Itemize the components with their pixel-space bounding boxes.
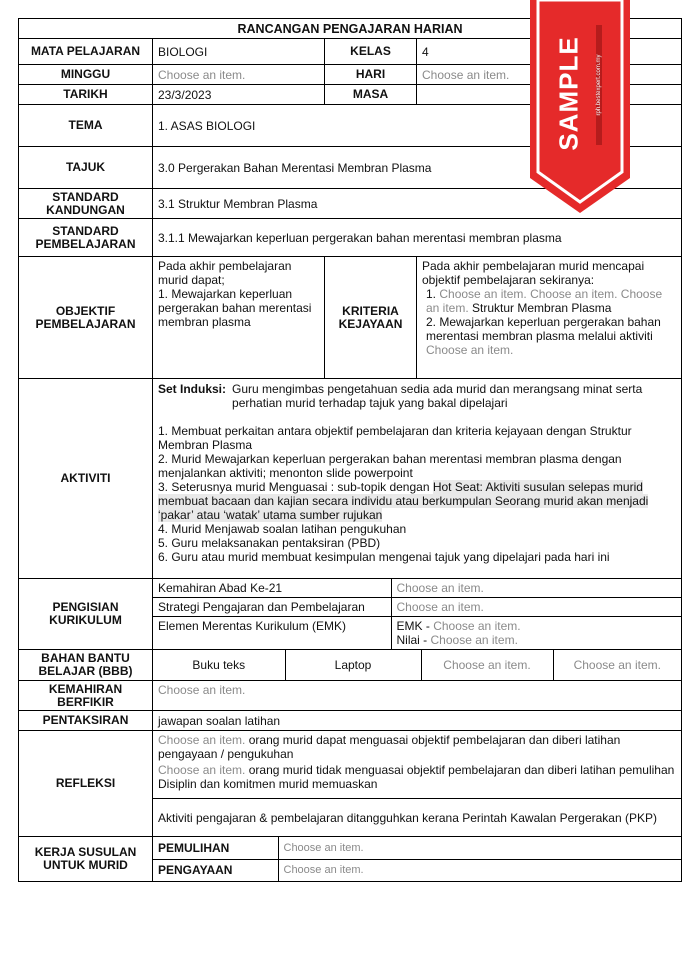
label-tema: TEMA: [19, 105, 153, 147]
value-tarikh[interactable]: 23/3/2023: [153, 85, 325, 105]
objektif-intro: Pada akhir pembelajaran murid dapat;: [158, 259, 292, 287]
aktiviti-step-4: 4. Murid Menjawab soalan latihan pengukuhan: [158, 522, 407, 536]
refleksi-pkp-text[interactable]: Aktiviti pengajaran & pembelajaran ditangguhkan kerana Perintah Kawalan Pergerakan (PKP): [153, 799, 682, 837]
objektif-item-1: 1. Mewajarkan keperluan pergerakan bahan merentasi membran plasma: [158, 287, 312, 329]
bbb-dropdown-4[interactable]: Choose an item.: [573, 658, 661, 672]
label-hari: HARI: [325, 65, 417, 85]
value-tajuk[interactable]: 3.0 Pergerakan Bahan Merentasi Membran Plasma: [153, 147, 682, 189]
kurikulum-abad21-label: Kemahiran Abad Ke-21: [153, 579, 391, 598]
label-pengisian-kurikulum: PENGISIAN KURIKULUM: [19, 579, 153, 650]
label-kelas: KELAS: [325, 39, 417, 65]
set-induksi-label: Set Induksi:: [158, 382, 227, 396]
label-masa: MASA: [325, 85, 417, 105]
document-title: RANCANGAN PENGAJARAN HARIAN: [19, 19, 682, 39]
watermark-text: SAMPLE: [553, 36, 584, 151]
kriteria-intro: Pada akhir pembelajaran murid mencapai objektif pembelajaran sekiranya:: [422, 259, 645, 287]
set-induksi-text: Guru mengimbas pengetahuan sedia ada murid dan merangsang minat serta perhatian murid terhadap tajuk yang bakal dipelajari: [232, 382, 643, 410]
label-pentaksiran: PENTAKSIRAN: [19, 711, 153, 731]
kurikulum-strategi-dropdown[interactable]: Choose an item.: [391, 598, 681, 617]
label-kriteria-kejayaan: KRITERIA KEJAYAAN: [325, 257, 417, 379]
aktiviti-step-3-detail: Hot Seat: Aktiviti susulan selepas murid membuat bacaan dan kajian secara individu atau berkumpulan Seorang murid akan menjadi ‘pakar’ atau ‘watak’ utama sumber rujukan: [158, 480, 649, 522]
aktiviti-step-3-prefix: 3. Seterusnya murid Menguasai : sub-topik dengan: [158, 480, 433, 494]
emk-label: EMK -: [396, 619, 430, 633]
value-kelas[interactable]: 4: [417, 39, 682, 65]
watermark-subtext: rph.bestexpert.com.my: [596, 25, 602, 145]
pemulihan-dropdown[interactable]: Choose an item.: [278, 837, 681, 859]
aktiviti-step-5: 5. Guru melaksanakan pentaksiran (PBD): [158, 536, 381, 550]
nilai-label: Nilai -: [396, 633, 428, 647]
label-bbb: BAHAN BANTU BELAJAR (BBB): [19, 650, 153, 681]
objektif-cell[interactable]: [153, 257, 325, 379]
dropdown-minggu[interactable]: Choose an item.: [153, 65, 325, 85]
aktiviti-step-6: 6. Guru atau murid membuat kesimpulan mengenai tajuk yang dipelajari pada hari ini: [158, 550, 610, 564]
kriteria-1-text: Struktur Membran Plasma: [472, 301, 612, 315]
emk-dropdown[interactable]: Choose an item.: [433, 619, 521, 633]
kurikulum-strategi-label: Strategi Pengajaran dan Pembelajaran: [153, 598, 391, 617]
aktiviti-step-1: 1. Membuat perkaitan antara objektif pembelajaran dan kriteria kejayaan dengan Struktur Membran Plasma: [158, 424, 632, 452]
refleksi-b-text: orang murid tidak menguasai objektif pembelajaran dan diberi latihan pemulihan Disiplin dan komitmen murid memuaskan: [158, 763, 675, 791]
nilai-dropdown[interactable]: Choose an item.: [430, 633, 518, 647]
pengayaan-dropdown[interactable]: Choose an item.: [278, 859, 681, 881]
label-minggu: MINGGU: [19, 65, 153, 85]
label-objektif: OBJEKTIF PEMBELAJARAN: [19, 257, 153, 379]
label-tarikh: TARIKH: [19, 85, 153, 105]
refleksi-cell[interactable]: [153, 731, 682, 799]
refleksi-a-dropdown[interactable]: Choose an item.: [158, 733, 246, 747]
kurikulum-abad21-dropdown[interactable]: Choose an item.: [391, 579, 681, 598]
bbb-dropdown-3[interactable]: Choose an item.: [421, 650, 553, 680]
label-standard-kandungan: STANDARD KANDUNGAN: [19, 189, 153, 219]
kriteria-1-number: 1.: [426, 287, 437, 301]
kriteria-2-text: 2. Mewajarkan keperluan pergerakan bahan merentasi membran plasma melalui aktiviti: [426, 315, 661, 343]
kriteria-2-dropdown[interactable]: Choose an item.: [426, 343, 514, 357]
kurikulum-cell: [153, 579, 682, 650]
value-pentaksiran[interactable]: jawapan soalan latihan: [153, 711, 682, 731]
dropdown-hari[interactable]: Choose an item.: [417, 65, 682, 85]
aktiviti-cell[interactable]: [153, 379, 682, 579]
value-tema[interactable]: 1. ASAS BIOLOGI: [153, 105, 682, 147]
refleksi-a-text: orang murid dapat menguasai objektif pembelajaran dan diberi latihan pengayaan / pengukuhan: [158, 733, 621, 761]
label-refleksi: REFLEKSI: [19, 731, 153, 837]
kurikulum-emk-label: Elemen Merentas Kurikulum (EMK): [153, 617, 391, 650]
kriteria-cell[interactable]: [417, 257, 682, 379]
label-kemahiran-berfikir: KEMAHIRAN BERFIKIR: [19, 681, 153, 711]
bbb-item-laptop[interactable]: Laptop: [285, 650, 421, 680]
value-standard-pembelajaran[interactable]: 3.1.1 Mewajarkan keperluan pergerakan bahan merentasi membran plasma: [153, 219, 682, 257]
bbb-item-buku-teks[interactable]: Buku teks: [192, 658, 246, 672]
label-tajuk: TAJUK: [19, 147, 153, 189]
value-standard-kandungan[interactable]: 3.1 Struktur Membran Plasma: [153, 189, 682, 219]
kemahiran-dropdown[interactable]: Choose an item.: [153, 681, 682, 711]
sample-watermark: [530, 0, 630, 215]
kriteria-1-dropdown[interactable]: Choose an item. Choose an item. Choose an item.: [426, 287, 663, 315]
refleksi-b-dropdown[interactable]: Choose an item.: [158, 763, 246, 777]
label-kerja-susulan: KERJA SUSULAN UNTUK MURID: [19, 837, 153, 882]
label-standard-pembelajaran: STANDARD PEMBELAJARAN: [19, 219, 153, 257]
label-pemulihan: PEMULIHAN: [153, 837, 278, 859]
aktiviti-step-2: 2. Murid Mewajarkan keperluan pergerakan bahan merentasi membran plasma dengan menjalankan aktiviti; menonton slide powerpoint: [158, 452, 622, 480]
label-pengayaan: PENGAYAAN: [153, 859, 278, 881]
label-mata-pelajaran: MATA PELAJARAN: [19, 39, 153, 65]
label-aktiviti: AKTIVITI: [19, 379, 153, 579]
value-mata-pelajaran[interactable]: BIOLOGI: [153, 39, 325, 65]
